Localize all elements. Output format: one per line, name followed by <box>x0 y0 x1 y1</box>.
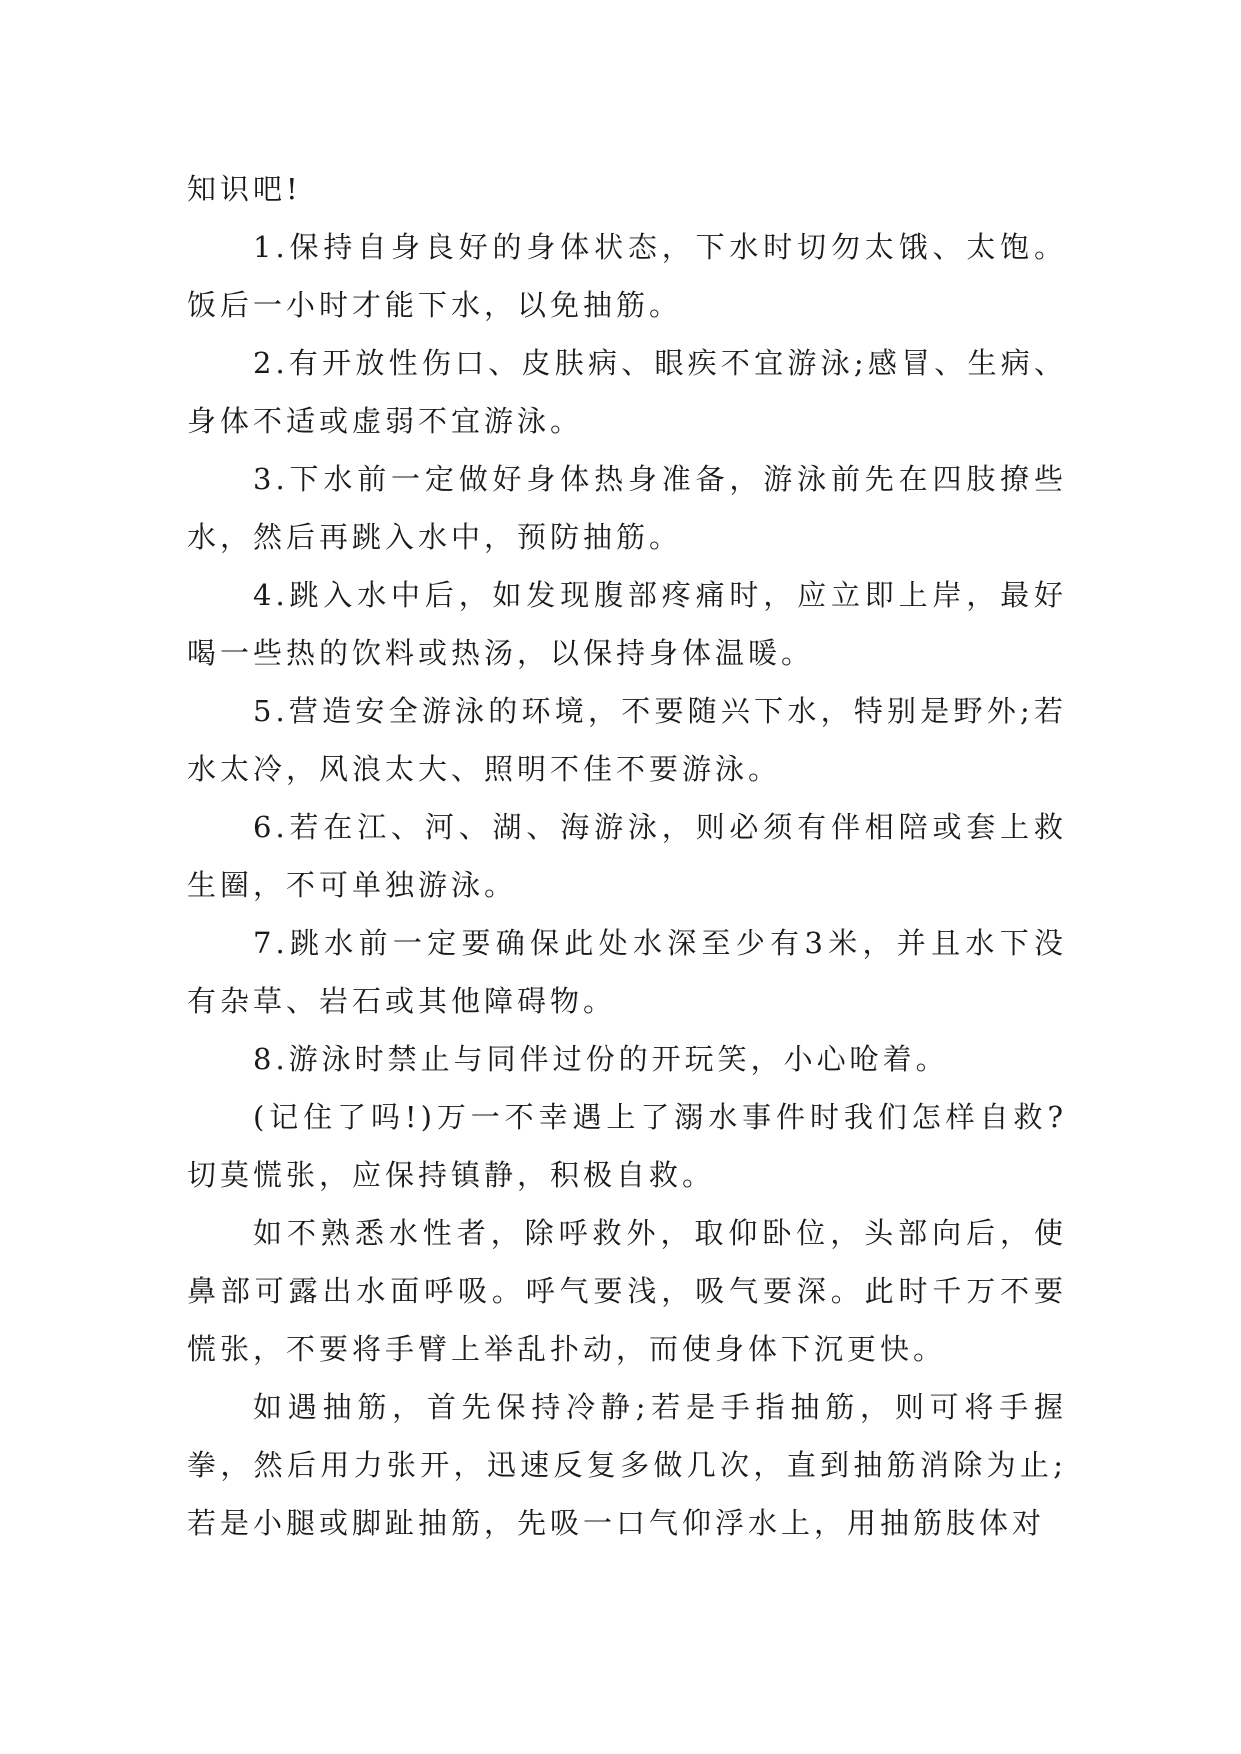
paragraph-item-2: 2.有开放性伤口、皮肤病、眼疾不宜游泳;感冒、生病、身体不适或虚弱不宜游泳。 <box>187 346 1067 438</box>
paragraph-item-8: 8.游泳时禁止与同伴过份的开玩笑，小心呛着。 <box>253 1042 949 1076</box>
paragraph-item-3: 3.下水前一定做好身体热身准备，游泳前先在四肢撩些水，然后再跳入水中，预防抽筋。 <box>187 462 1067 554</box>
paragraph-item-1: 1.保持自身良好的身体状态，下水时切勿太饿、太饱。饭后一小时才能下水，以免抽筋。 <box>187 230 1067 322</box>
paragraph-continuation: 知识吧! <box>187 172 302 206</box>
paragraph-floating-technique: 如不熟悉水性者，除呼救外，取仰卧位，头部向后，使鼻部可露出水面呼吸。呼气要浅，吸气要深。此时千万不要慌张，不要将手臂上举乱扑动，而使身体下沉更快。 <box>187 1216 1067 1366</box>
document-body <box>187 160 1067 1552</box>
paragraph-item-4: 4.跳入水中后，如发现腹部疼痛时，应立即上岸，最好喝一些热的饮料或热汤，以保持身体温暖。 <box>187 578 1067 670</box>
paragraph-item-7: 7.跳水前一定要确保此处水深至少有3米，并且水下没有杂草、岩石或其他障碍物。 <box>187 926 1067 1018</box>
paragraph-item-5: 5.营造安全游泳的环境，不要随兴下水，特别是野外;若水太冷，风浪太大、照明不佳不要游泳。 <box>187 694 1067 786</box>
paragraph-item-6: 6.若在江、河、湖、海游泳，则必须有伴相陪或套上救生圈，不可单独游泳。 <box>187 810 1067 902</box>
paragraph-cramp-handling: 如遇抽筋，首先保持冷静;若是手指抽筋，则可将手握拳，然后用力张开，迅速反复多做几次，直到抽筋消除为止;若是小腿或脚趾抽筋，先吸一口气仰浮水上，用抽筋肢体对 <box>187 1390 1067 1540</box>
paragraph-self-rescue-question: (记住了吗!)万一不幸遇上了溺水事件时我们怎样自救?切莫慌张，应保持镇静，积极自救。 <box>187 1100 1067 1192</box>
